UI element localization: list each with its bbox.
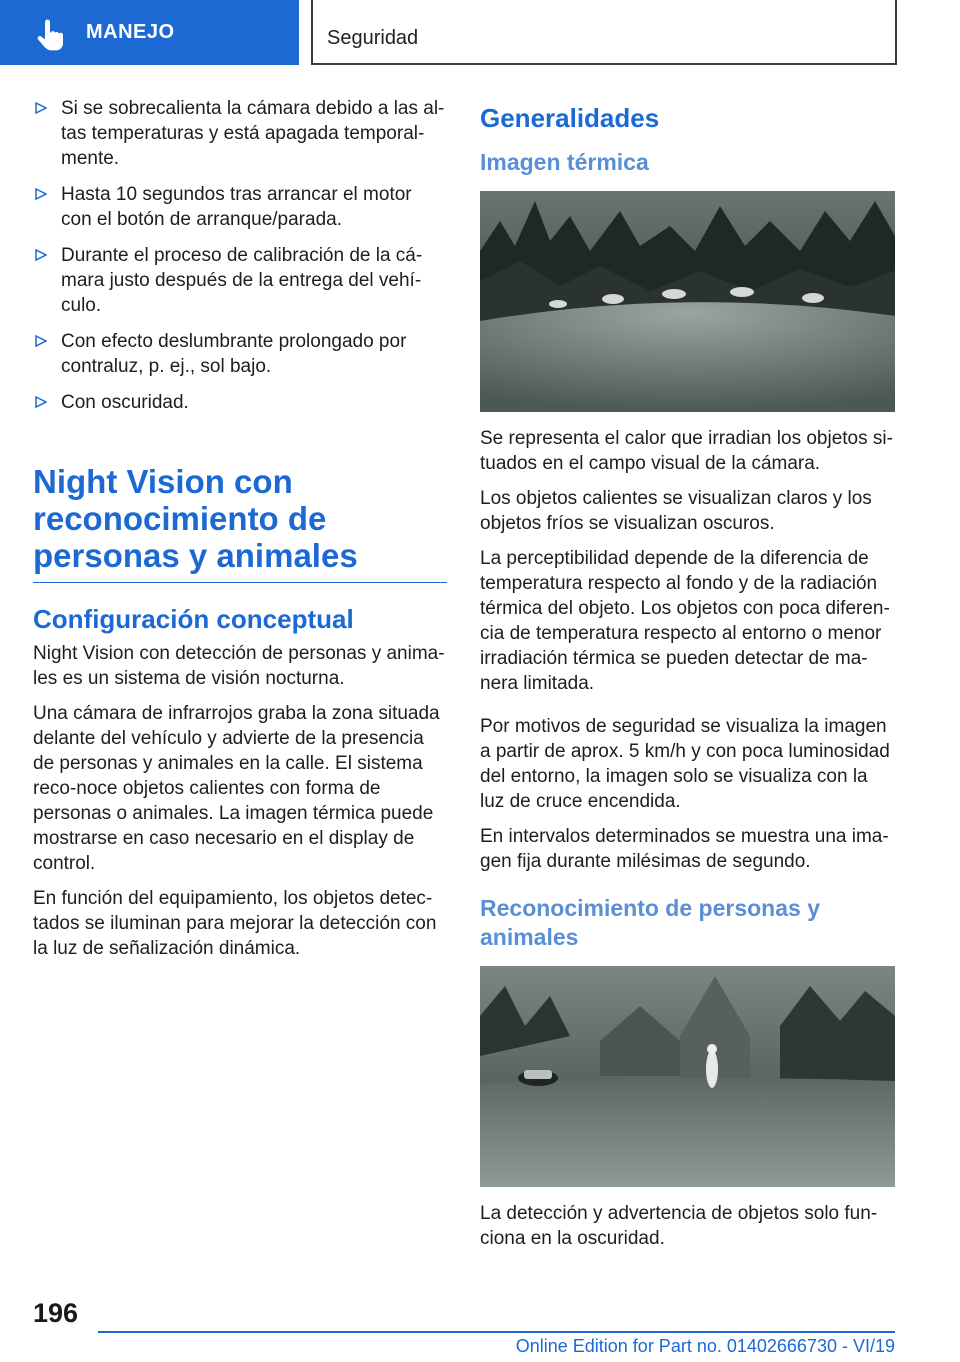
hand-pointer-icon <box>34 18 68 52</box>
thermal-image-pedestrian <box>480 966 895 1187</box>
list-item-text: Con oscuridad. <box>61 392 189 413</box>
list-item <box>33 243 447 318</box>
list-item <box>33 182 447 232</box>
condition-list <box>33 96 447 415</box>
body-paragraph: En función del equipamiento, los objetos detec-tados se iluminan para mejorar la detección con la luz de señalización dinámica. <box>33 888 437 959</box>
footer-divider <box>98 1331 895 1333</box>
section-header <box>311 0 897 65</box>
list-item-text: Durante el proceso de calibración de la cá-mara justo después de la entrega del vehí-culo. <box>61 245 423 316</box>
list-item-text: Si se sobrecalienta la cámara debido a las al-tas temperaturas y está apagada temporal-mente. <box>61 98 445 169</box>
body-paragraph: Por motivos de seguridad se visualiza la imagen a partir de aprox. 5 km/h y con poca luminosidad del entorno, la imagen solo se visualiza con la luz de cruce encendida. <box>480 716 890 812</box>
section-heading: Configuración conceptual <box>33 604 354 634</box>
triangle-bullet-icon <box>35 102 47 114</box>
list-item <box>33 390 447 415</box>
section-label: Seguridad <box>327 27 419 49</box>
triangle-bullet-icon <box>35 249 47 261</box>
right-column <box>480 96 895 1261</box>
triangle-bullet-icon <box>35 396 47 408</box>
subsection-heading: Reconocimiento de personas y animales <box>480 895 820 950</box>
section-heading: Generalidades <box>480 103 660 133</box>
list-item <box>33 96 447 171</box>
triangle-bullet-icon <box>35 335 47 347</box>
left-column <box>33 96 447 971</box>
edition-link[interactable]: Online Edition for Part no. 01402666730 - VI/19 <box>515 1336 895 1356</box>
chapter-label: MANEJO <box>86 21 175 43</box>
page-number: 196 <box>33 1298 79 1328</box>
body-paragraph: Una cámara de infrarrojos graba la zona situada delante del vehículo y advierte de la presencia de personas y animales en la calle. El sistema reco-noce objetos calientes con forma de personas o animales. La imagen térmica puede mostrarse en caso necesario en el display de control. <box>33 703 440 874</box>
thermal-image-animals <box>480 191 895 412</box>
page-title: Night Vision con reconocimiento de personas y animales <box>33 463 447 583</box>
chapter-tab[interactable] <box>0 0 299 65</box>
body-paragraph: La detección y advertencia de objetos solo fun-ciona en la oscuridad. <box>480 1203 878 1249</box>
body-paragraph: La perceptibilidad depende de la diferencia de temperatura respecto al fondo y de la radiación térmica del objeto. Los objetos con poca diferen-cia de temperatura respecto al entorno o menor irradiación térmica se pueden detectar de ma-nera limitada. <box>480 548 890 694</box>
body-paragraph: Night Vision con detección de personas y anima-les es un sistema de visión nocturna. <box>33 643 445 689</box>
list-item-text: Con efecto deslumbrante prolongado por contraluz, p. ej., sol bajo. <box>61 331 407 377</box>
body-paragraph: En intervalos determinados se muestra una ima-gen fija durante milésimas de segundo. <box>480 826 889 872</box>
list-item-text: Hasta 10 segundos tras arrancar el motor con el botón de arranque/parada. <box>61 184 412 230</box>
list-item <box>33 329 447 379</box>
body-paragraph: Los objetos calientes se visualizan claros y los objetos fríos se visualizan oscuros. <box>480 488 872 534</box>
triangle-bullet-icon <box>35 188 47 200</box>
subsection-heading: Imagen térmica <box>480 149 649 175</box>
body-paragraph: Se representa el calor que irradian los objetos si-tuados en el campo visual de la cámara. <box>480 428 893 474</box>
